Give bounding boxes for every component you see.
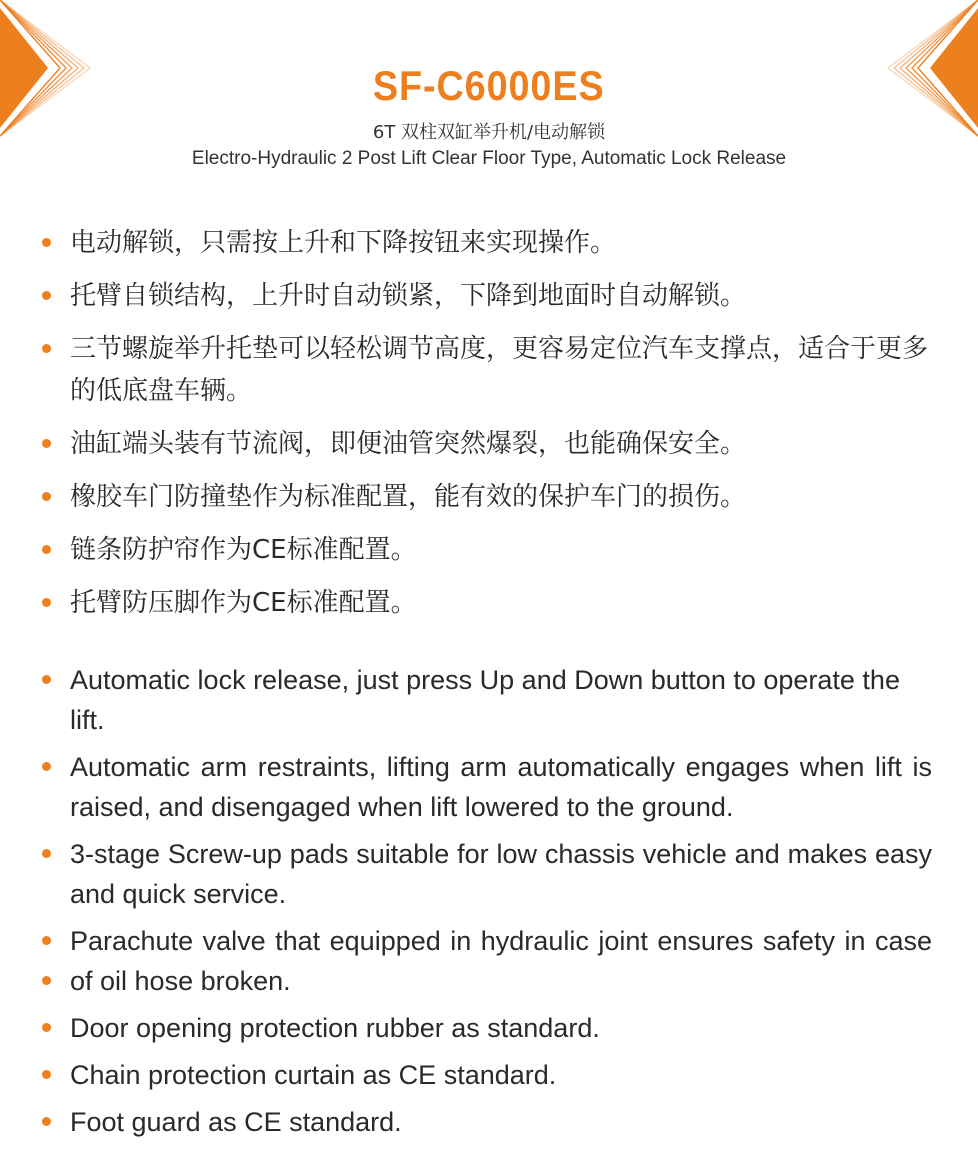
subtitle-chinese: 6T 双柱双缸举升机/电动解锁 — [372, 122, 606, 143]
feature-text: Automatic arm restraints, lifting arm automatically engages when lift is raised, and disengaged when lift lowered to the ground. — [70, 752, 932, 822]
bullet-dot-icon — [42, 936, 51, 945]
header — [0, 58, 978, 172]
feature-text: Parachute valve that equipped in hydraulic joint ensures safety in case of oil hose broken. — [70, 926, 932, 996]
feature-text: 油缸端头装有节流阀，即便油管突然爆裂，也能确保安全。 — [70, 429, 747, 459]
feature-list-english — [40, 660, 932, 1149]
list-item — [40, 423, 932, 465]
bullet-dot-icon — [42, 545, 51, 554]
bullet-dot-icon — [42, 344, 51, 353]
list-item — [40, 529, 932, 571]
bullet-dot-icon — [42, 762, 51, 771]
feature-text: 3-stage Screw-up pads suitable for low chassis vehicle and makes easy and quick service. — [70, 839, 932, 909]
bullet-dot-icon — [42, 976, 51, 985]
list-item — [40, 834, 932, 914]
feature-text: 电动解锁，只需按上升和下降按钮来实现操作。 — [70, 228, 617, 258]
feature-text: 橡胶车门防撞垫作为标准配置，能有效的保护车门的损伤。 — [70, 482, 747, 512]
feature-text: Door opening protection rubber as standard. — [70, 1013, 600, 1043]
feature-text: Automatic lock release, just press Up and Down button to operate the lift. — [70, 665, 900, 735]
list-item — [40, 1008, 932, 1048]
list-item — [40, 1055, 932, 1095]
bullet-dot-icon — [42, 492, 51, 501]
model-title: SF-C6000ES — [373, 62, 605, 109]
bullet-dot-icon — [42, 1070, 51, 1079]
bullet-dot-icon — [42, 1117, 51, 1126]
feature-text: 链条防护帘作为CE标准配置。 — [70, 535, 417, 565]
bullet-dot-icon — [42, 675, 51, 684]
bullet-dot-icon — [42, 1023, 51, 1032]
bullet-dot-icon — [42, 291, 51, 300]
bullet-dot-icon — [42, 598, 51, 607]
list-item — [40, 275, 932, 317]
bullet-dot-icon — [42, 439, 51, 448]
feature-text: Chain protection curtain as CE standard. — [70, 1060, 557, 1090]
list-item — [40, 328, 932, 412]
list-item — [40, 582, 932, 624]
list-item — [40, 476, 932, 518]
feature-text: Foot guard as CE standard. — [70, 1107, 402, 1137]
feature-text: 三节螺旋举升托垫可以轻松调节高度，更容易定位汽车支撑点，适合于更多的低底盘车辆。 — [70, 334, 929, 406]
list-item — [40, 660, 932, 740]
list-item — [40, 222, 932, 264]
feature-list-chinese — [40, 222, 932, 635]
list-item — [40, 1102, 932, 1142]
list-item — [40, 921, 932, 1001]
subtitle-english: Electro-Hydraulic 2 Post Lift Clear Floor Type, Automatic Lock Release — [191, 148, 787, 169]
feature-text: 托臂自锁结构，上升时自动锁紧，下降到地面时自动解锁。 — [70, 281, 747, 311]
feature-text: 托臂防压脚作为CE标准配置。 — [70, 588, 417, 618]
list-item — [40, 747, 932, 827]
bullet-dot-icon — [42, 238, 51, 247]
bullet-dot-icon — [42, 849, 51, 858]
